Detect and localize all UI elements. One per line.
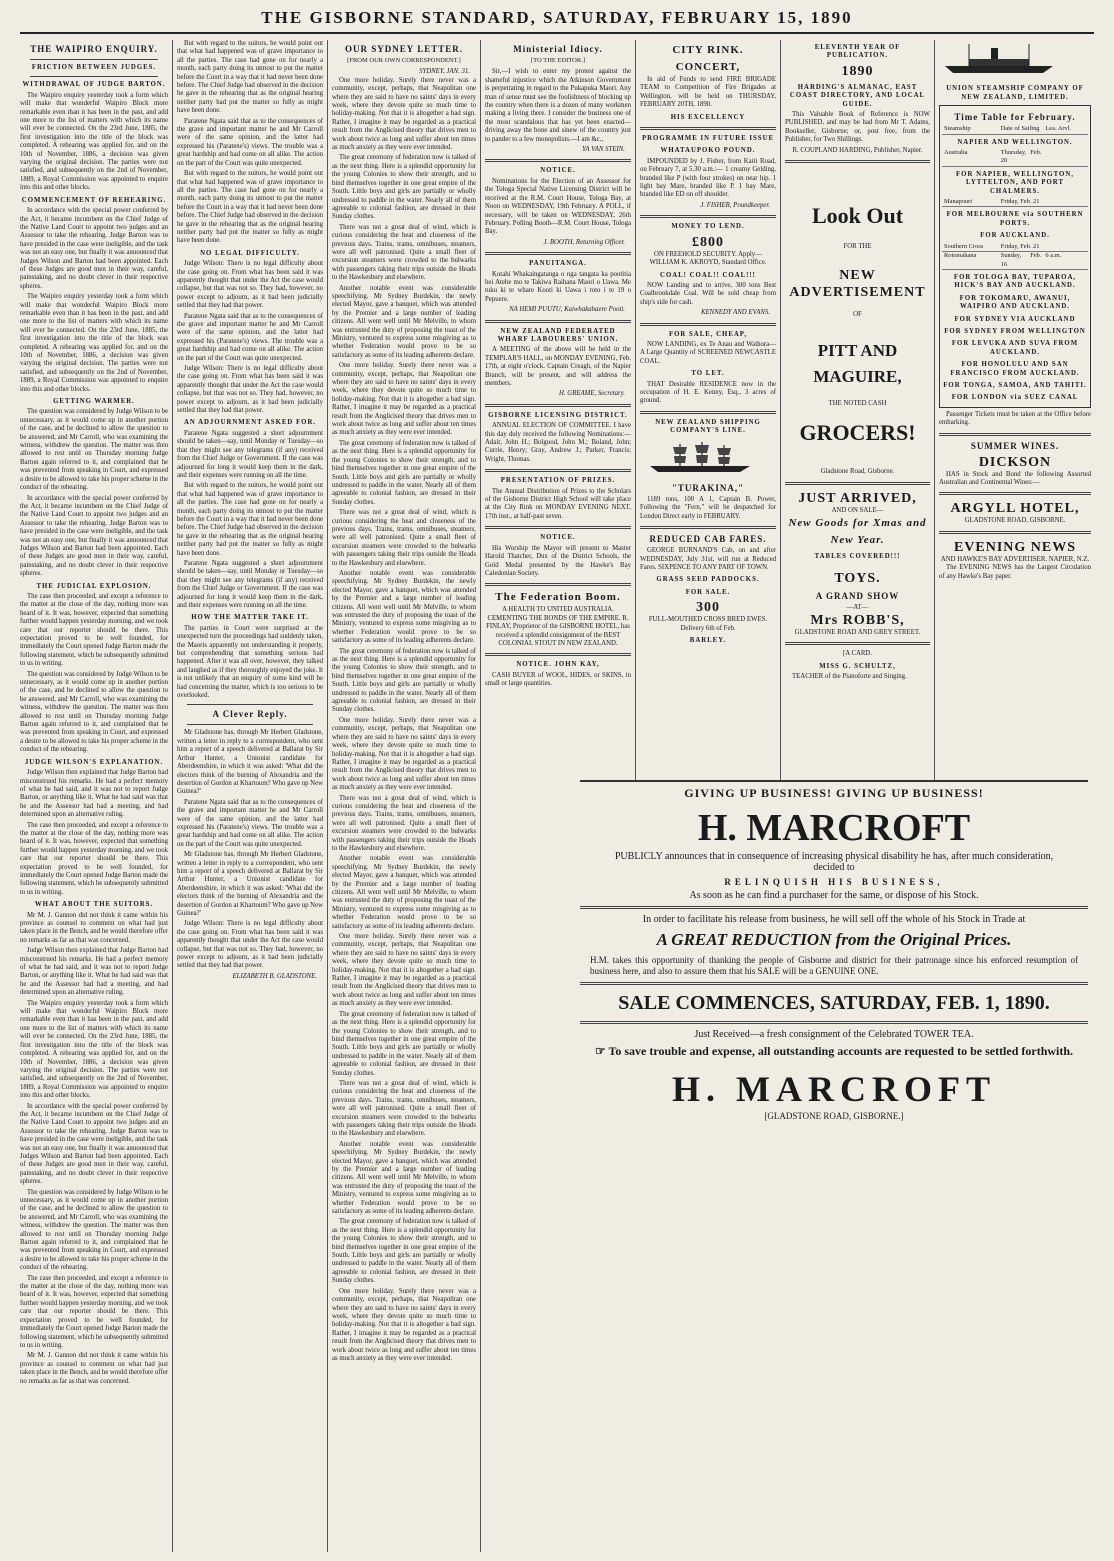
notice-heading: PROGRAMME IN FUTURE ISSUE [641, 135, 775, 143]
paragraph: Paratene Ngata suggested a short adjournment should be taken—say, until Monday or Tuesday—so that they might see any telegrams (if any) received from the Chief Judge or Government. If the case was adjourned for long it would keep them in the dark, and their expenses were running on all the time. [177, 429, 323, 479]
paragraph: HAS in Stock and Bond the following Assorted Australian and Continental Wines:— [939, 470, 1091, 486]
marcroft-advertisement [580, 780, 1088, 1554]
signature: H. GREAME, Secretary. [559, 390, 625, 398]
evening-news-sub: AND HAWKE'S BAY ADVERTISER. NAPIER, N.Z. [940, 555, 1090, 563]
on-sale-text: AND ON SALE— [831, 506, 884, 514]
relinquish-heading: RELINQUISH HIS BUSINESS, [724, 877, 944, 887]
argyll-address: GLADSTONE ROAD, GISBORNE. [964, 517, 1066, 525]
tables-covered: TABLES COVERED!!! [814, 553, 901, 561]
notice-heading: NOTICE. JOHN KAY, [516, 661, 600, 669]
sale-number: 300 [696, 600, 720, 616]
paragraph: Paratene Ngata said that as to the consequences of the grave and important matter he and Mr Carroll were of the same opinion, and the latter had expressed his (Paratene's) views. The trouble was a great hardship and had come on all alike. The action on the part of the Court was quite unexpected. [177, 117, 323, 167]
route-heading: FOR MELBOURNE via SOUTHERN PORTS. [946, 211, 1084, 227]
paragraph: Paratene Ngata said that as to the consequences of the grave and important matter he and Mr Carroll were of the same opinion, and the latter had expressed his (Paratene's) views. The trouble was a great hardship and had come on all alike. The action on the part of the Court was quite unexpected. [177, 312, 323, 362]
route-heading: FOR LONDON via SUEZ CANAL [951, 394, 1079, 402]
paragraph: One more holiday. Surely there never was a community, except, perhaps, that Neapolitan one where they are said to have no saints' days in every week, where they devote quite so much time to holiday-making. Not that it is altogether a bad sign. Rather, I imagine it may be regarded as a practical result from the Anglicised theory that drives men to work about twice as long and suffer about ten times as much anxiety as they were ever intended. [332, 1287, 476, 1362]
schultz-name: MISS G. SCHULTZ, [819, 662, 896, 670]
xmas-goods: New Goods for Xmas and New Year. [788, 517, 927, 547]
paragraph: The Waipiro enquiry yesterday took a form which will make that wonderful Waipiro Block more remarkable even than it has been in the past, and add one more to the list of matters with which its name will ever be connected. On the 23rd June, 1885, the first investigation into the title of the block was completed. A rehearing was applied for, and on the 10th of November, 1886, a decision was given varying the original decision. The parties were not satisfied, and subsequently on the 2nd of November, 1889, a Royal Commission was appointed to enquire into this and other blocks. [20, 999, 168, 1100]
at-text: —AT— [846, 603, 869, 611]
summer-wines-heading: SUMMER WINES. [970, 440, 1060, 451]
column-rule [480, 40, 481, 1552]
section-heading: WHAT ABOUT THE SUITORS. [34, 901, 154, 909]
route-heading: FOR TOKOMARU, AWANUI, WAIPIRO AND AUCKLAND. [959, 294, 1071, 311]
paragraph: The great ceremony of federation now is talked of as the next thing. Here is a splendid opportunity for the young Colonies to show their strength, and to bind themselves together in one great empire of the South. Little boys and girls are partially or wholly undressed to paddle in the water. Nearly all of them agreeable to colonial fashion, are dressed in their Sunday clothes. [332, 439, 476, 506]
paragraph: FULL-MOUTHED CROSS BRED EWES. Delivery 6th of Feb. [648, 616, 768, 632]
thanks-text: H.M. takes this opportunity of thanking the people of Gisborne and district for their patronage since his enforced resumption of business here, and also to assure them that his SALE will be a GENUINE ONE. [590, 955, 1078, 976]
accounts-notice: ☞ To save trouble and expense, all outstanding accounts are requested to be settled forthwith. [594, 1044, 1074, 1058]
facilitate-text: In order to facilitate his release from business, he will sell off the whole of his Stock in Trade at [642, 914, 1026, 925]
article-source: [FROM OUR OWN CORRESPONDENT.] [347, 57, 461, 64]
publication-heading: ELEVENTH YEAR OF PUBLICATION. [814, 44, 901, 60]
notice-heading: GRASS SEED PADDOCKS. [656, 576, 760, 584]
signature: ELIZABETH B. GLADSTONE. [232, 972, 317, 980]
pitt-maguire-heading: PITT AND MAGUIRE, [813, 340, 902, 386]
paragraph: Passenger Tickets must be taken at the Office before embarking. [939, 410, 1091, 427]
paragraph: Mr Gladstone has, through Mr Herbert Gladstone, written a letter in reply to a correspondent, who sent him a report of a speech delivered at Ballarat by Sir Arthur Hunter, a Unionist candidate for Aberdeenshire, in which it was asked: 'What did the electors think of the burning of Alexandria and the desertion of Gordon at Khartoum? Who gave up New Guinea?' [177, 851, 323, 917]
signature: NA HEMI PUUTU, Kaiwhakahaere Pooti. [509, 306, 625, 314]
column-city-rink [640, 40, 776, 820]
article-title: A Clever Reply. [212, 709, 288, 720]
paragraph: 1189 tons, 100 A 1, Captain B. Power, Following the "Fern," will be despatched for London Direct early in FEBRUARY. [640, 496, 776, 520]
lookout-heading: Look Out [811, 203, 904, 229]
notice-heading: MONEY TO LEND. [671, 223, 745, 231]
route-heading: NAPIER AND WELLINGTON. [957, 138, 1073, 146]
paragraph: ON FREEHOLD SECURITY. Apply— WILLIAM K. AKROYD, Standard Office. [649, 250, 767, 267]
paragraph: NOW Landing and to arrive, 300 tons Best Coalbrookdale Coal. Will be sold cheap from ship's side for cash. [640, 281, 776, 306]
notice-heading: FOR SALE. [685, 588, 731, 596]
toys-heading: TOYS. [834, 570, 881, 586]
paragraph: The great ceremony of federation now is talked of as the next thing. Here is a splendid opportunity for the young Colonies to show their strength, and to bind themselves together in one great empire of the South. Little boys and girls are partially or wholly undressed to paddle in the water. Nearly all of them agreeable to colonial fashion, are dressed in their Sunday clothes. [332, 154, 476, 221]
paragraph: TEACHER of the Pianoforte and Singing. [792, 673, 907, 681]
paragraph: Paratene Ngata suggested a short adjournment should be taken—say, until Monday or Tuesday—so that they might see any telegrams (if any) received from the Chief Judge or Government. If the case was adjourned for long it would keep them in the dark, and their expenses were running on all the time. [177, 559, 323, 609]
column-union-steamship [939, 40, 1091, 820]
paragraph: In aid of Funds to send FIRE BRIGADE TEAM to Competition of Fire Brigades at Wellington, will be held on THURSDAY, FEBRUARY 20TH, 1890. [640, 76, 776, 109]
paragraph: Another notable event was considerable speechifying. Mr Sydney Burdekin, the newly elected Mayor, gave a banquet, which was attended by the Premier and a large number of leading citizens. All went well until Mr Melville, to whom was entrusted the duty of proposing the toast of the Ministry, ventured to express some misgiving as to whether Federation would prove to be so satisfactory as some of its leading adherents declare. [332, 569, 476, 645]
paragraph: Judge Wilson: There is no legal difficulty about the case going on. From what has been said it was apparently thought that under the Act the case would collapse, but that was not so. They had, however, no power except to adjourn, as it had been judicially settled that they had that power. [177, 920, 323, 970]
paragraph: Judge Wilson: There is no legal difficulty about the case going on. From what has been said it was apparently thought that under the Act the case would collapse, but that was not so. They had, however, no power except to adjourn, as it had been judicially settled that they had that power. [177, 365, 323, 415]
for-the-text: FOR THE [843, 243, 872, 251]
federation-title: The Federation Boom. [495, 591, 621, 604]
of-text: OF [853, 311, 862, 319]
paragraph: The Waipiro enquiry yesterday took a form which will make that wonderful Waipiro Block more remarkable even than it has been in the past, and add one more to the list of matters with which its name will ever be connected. On the 23rd June, 1885, the first investigation into the title of the block was completed. A rehearing was applied for, and on the 10th of November, 1886, a decision was given varying the original decision. The parties were not satisfied, and subsequently on the 2nd of November, 1889, a Royal Commission was appointed to enquire into this and other blocks. [20, 293, 168, 393]
marcroft-address: [GLADSTONE ROAD, GISBORNE.] [764, 1111, 904, 1121]
marcroft-name: H. MARCROFT [697, 807, 971, 849]
paragraph: The case then proceeded, and except a reference to the matter at the close of the day, nothing more was heard of it. It was, however, expected that something further would happen yesterday morning, and we took care that our reporter should be there. This expectation proved to be well founded, for immediately the Court opened Judge Barton made the following statement, which he subsequently submitted to us in writing. [20, 592, 168, 668]
paragraph: Mr M. J. Gannon did not think it came within his province as counsel to comment on what had just taken place in the Bench, and he would therefore offer no remarks as far as that was concerned. [20, 1352, 168, 1385]
signature: J. FISHER, Poundkeeper. [700, 201, 770, 209]
paragraph: Mr Gladstone has, through Mr Herbert Gladstone, written a letter in reply to a correspondent, who sent him a report of a speech delivered at Ballarat by Sir Arthur Hunter, a Unionist candidate for Aberdeenshire, in which it was asked: 'What did the electors think of the burning of Alexandria and the desertion of Gordon at Khartoum? Who gave up New Guinea?' [177, 729, 323, 796]
paragraph: One more holiday. Surely there never was a community, except, perhaps, that Neapolitan one where they are said to have no saints' days in every week, where they devote quite so much time to holiday-making. Not that it is altogether a bad sign. Rather, I imagine it may be regarded as a practical result from the Anglicised theory that drives men to work about twice as long and suffer about ten times as much anxiety as they were ever intended. [332, 933, 476, 1008]
evening-news-heading: EVENING NEWS [953, 539, 1077, 555]
dateline: SYDNEY, JAN. 31. [419, 68, 470, 76]
paragraph: The Waipiro enquiry yesterday took a form which will make that wonderful Waipiro Block more remarkable even than it has been in the past, and add one more to the list of matters with which its name will ever be connected. On the 23rd June, 1885, the first investigation into the title of the block was completed. A rehearing was applied for, and on the 10th of November, 1886, a decision was given varying the original decision. The parties were not satisfied, and subsequently on the 2nd of November, 1889, a Royal Commission was appointed to enquire into this and other blocks. [20, 91, 168, 192]
timetable-header: Steamship Date of Sailing Lea. Arvl. [942, 125, 1088, 134]
concert-title: CONCERT, [675, 61, 741, 73]
publisher: R. COUPLAND HARDING, Publisher, Napier. [792, 146, 923, 154]
article-title: OUR SYDNEY LETTER. [345, 44, 463, 54]
paragraph: Sir,—I wish to enter my protest against the shameful injustice which the Atkinson Government is perpetrating in regard to the Pukapuka Maori. Any man of sense must see the foolishness of blocking up the country when there is a dozen of many workmen making a living there. I consider the business one of the most scandalous that has yet been enacted—driving away the bone and sinew of the country just to pander to a few monopolists.—I am &c., [485, 68, 631, 143]
marcroft-name-footer: H. MARCROFT [672, 1069, 996, 1109]
city-rink-title: CITY RINK. [672, 44, 744, 56]
advertisement-heading: ADVERTISEMENT [789, 285, 926, 301]
paragraph: THAT Desirable RESIDENCE now in the occupation of H. E. Kenny, Esq., 3 acres of ground. [640, 380, 776, 405]
signature: KENNEDY AND EVANS. [700, 309, 770, 317]
money-amount: £800 [692, 234, 724, 250]
paragraph: The case then proceeded, and except a reference to the matter at the close of the day, nothing more was heard of it. It was, however, expected that something further would happen yesterday morning, and we took care that our reporter should be there. This expectation proved to be well founded, for immediately the Court opened Judge Barton made the following statement, which he subsequently submitted to us in writing. [20, 1274, 168, 1349]
purchaser-text: As soon as he can find a purchaser for the same, or dispose of his Stock. [689, 890, 979, 901]
paragraph: The question was considered by Judge Wilson to be unnecessary, as it would come up in another portion of the case, and he declined to allow the question to be answered, and Mr Carroll, who was examining the witness, withdrew the question. The matter was then allowed to rest until on Thursday morning Judge Barton again referred to it, and complained that he was prevented from speaking in Court, and expressed a desire to be allowed to take his proper scheme in the conduct of the rehearing. [20, 670, 168, 754]
paragraph: But with regard to the suitors, he would point out that what had happened was of grave importance to all the parties. The case had gone on for nearly a month, each party doing its utmost to put the matter before the Court in a way that it had never been done before. The Chief Judge had observed in the decision he gave in the rehearing that as the original hearing neither party had put the matter so fully as might have been done. [177, 482, 323, 557]
article-title: Ministerial Idiocy. [513, 44, 603, 54]
paragraph: Mr M. J. Gannon did not think it came within his province as counsel to comment on what had just taken place in the Bench, and he would therefore offer no remarks as far as that was concerned. [20, 911, 168, 944]
sailing-ship-icon [640, 440, 760, 474]
signature: J. BOOTH, Returning Officer. [543, 238, 625, 246]
notice-heading: PRESENTATION OF PRIZES. [500, 477, 616, 485]
paragraph: Paratene Ngata said that as to the consequences of the grave and important matter he and Mr Carroll were of the same opinion, and the latter had expressed his (Paratene's) views. The trouble was a great hardship and had come on all alike. The action on the part of the Court was quite unexpected. [177, 798, 323, 848]
paragraph: The parties in Court were surprised at the unexpected turn the proceedings had suddenly taken, the Maoris apparently not understanding it properly, but comprehending that something serious had happened. After it was all over, however, they talked and laughed as if they thoroughly enjoyed the joke. It is not unlikely that an enquiry of some kind will be had concerning the matter, which is too serious to be overlooked. [177, 624, 323, 700]
column-rule [172, 40, 173, 1552]
paragraph: Judge Wilson then explained that Judge Barton had misconstrued his remarks. He had a perfect memory of what he had said, and it was not to report Judge Barton, or anything like it. What he had said was that he and the Assessor had had a meeting, and had determined upon an alternative ruling. [20, 769, 168, 819]
argyll-heading: ARGYLL HOTEL, [950, 501, 1080, 517]
sale-commences: SALE COMMENCES, SATURDAY, FEB. 1, 1890. [618, 992, 1050, 1014]
column-sydney-letter [332, 40, 476, 1552]
route-heading: FOR AUCKLAND. [980, 232, 1050, 240]
paragraph: His Worship the Mayor will present to Master Harold Thatcher, Dux of the District Schools, the Gold Medal presented by the Hawke's Bay Caledonian Society. [485, 544, 631, 577]
paragraph: In accordance with the special power conferred by the Act, it became incumbent on the Chief Judge of the Native Land Court to appoint two judges and an Assessor to take the rehearing. Judge Barton was to have presided in the case were ineligible, and the task was not an easy one, but finally it was announced that Judges Wilson and Barton had been appointed. Each of these Judges are good men in their way, careful, painstaking, and no doubt clever in their respective spheres. [20, 494, 168, 578]
timetable-title: Time Table for February. [954, 112, 1076, 123]
paragraph: Nominations for the Election of an Assessor for the Tologa Special Native Licensing District will be received at the R.M. Court House, Tologa Bay, at Noon on WEDNESDAY, 19th February. A POLL, if necessary, will be taken on WEDNESDAY, 26th February. Polling Booth—R.M. Court House, Tologa Bay. [485, 177, 631, 236]
great-reduction: A GREAT REDUCTION from the Original Prices. [656, 930, 1012, 949]
cab-heading: REDUCED CAB FARES. [649, 534, 767, 545]
timetable [939, 105, 1091, 408]
notice-heading: NEW ZEALAND SHIPPING COMPANY'S LINE. [655, 418, 761, 435]
article-subtitle: WITHDRAWAL OF JUDGE BARTON. [22, 81, 166, 89]
article-title: THE WAIPIRO ENQUIRY. [30, 44, 158, 54]
grocers-heading: GROCERS! [799, 420, 916, 446]
column-rule [327, 40, 328, 1552]
noted-cash-text: THE NOTED CASH [828, 399, 887, 407]
column-enquiry-continued [177, 40, 323, 1552]
notice-heading: FOR SALE, CHEAP, [668, 330, 748, 338]
route-heading: FOR TOLOGA BAY, TUPAROA, HICK'S BAY AND AUCKLAND. [953, 273, 1077, 290]
paragraph: CASH BUYER of WOOL, HIDES, or SKINS, in small or large quantities. [485, 671, 631, 688]
notice-heading: WHATAUPOKO POUND. [660, 147, 756, 155]
paragraph: A MEETING of the above will be held in the TEMPLAR'S HALL, on MONDAY EVENING, Feb. 17th, at eight o'clock. Captain Creagh, of the Napier Branch, will be present, and will address the members. [485, 346, 631, 387]
paragraph: ANNUAL ELECTION OF COMMITTEE. I have this day duly received the following Nominations:— Adair, John H.; Bolgood, John M.; Boland, John; Currie, Henry; Gray, Andrew J.; Parker, Francis; Wright, Thomas. [485, 422, 631, 463]
notice-heading: NEW ZEALAND FEDERATED WHARF LABOURERS' UNION. [497, 327, 619, 343]
almanac-title: HARDING'S ALMANAC, EAST COAST DIRECTORY, AND LOCAL GUIDE. [789, 83, 926, 108]
signature: YA VAN STEIN. [582, 146, 625, 154]
giving-up-heading: GIVING UP BUSINESS! GIVING UP BUSINESS! [684, 786, 984, 800]
paragraph: The great ceremony of federation now is talked of as the next thing. Here is a splendid opportunity for the young Colonies to show their strength, and to bind themselves together in one great empire of the South. Little boys and girls are partially or wholly undressed to paddle in the water. Nearly all of them agreeable to colonial fashion, are dressed in their Sunday clothes. [332, 1218, 476, 1285]
paragraph: Kotahi Whakaingatanga o nga tangata ka pootitia hei Atehe mo te Takiwa Raihana Maori o Uawa. Me tuku ki te whare Kooti ki Uawa i roto i te 19 o Pepuere. [485, 270, 631, 303]
new-heading: NEW [839, 268, 876, 284]
paragraph: A HEALTH TO UNITED AUSTRALIA. CEMENTING THE BONDS OF THE EMPIRE. R. FINLAY, Proprietor of the GISBORNE HOTEL, has received a splendid consignment of the BEST COLONIAL STOUT IN NEW ZEALAND. [486, 606, 630, 647]
almanac-year: 1890 [841, 63, 874, 79]
route-heading: FOR NAPIER, WELLINGTON, LYTTELTON, AND PORT CHALMERS. [956, 170, 1074, 195]
notice-heading: BARLEY. [689, 637, 727, 645]
announcement: PUBLICLY announces that in consequence of increasing physical disability he has, after much consideration, decided to [614, 851, 1054, 873]
paragraph: There was not a great deal of wind, which is curious considering the heat and closeness of the previous days. Trains, trams, omnibuses, steamers, were all well patronised. Quite a small fleet of excursion steamers were crowded to the bulwarks with passengers taking their trips outside the Heads to the Hawkesbury and elsewhere. [332, 223, 476, 282]
paragraph: One more holiday. Surely there never was a community, except, perhaps, that Neapolitan one where they are said to have no saints' days in every week, where they devote quite so much time to holiday-making. Not that it is altogether a bad sign. Rather, I imagine it may be regarded as a practical result from the Anglicised theory that drives men to work about twice as long and suffer about ten times as much anxiety as they were ever intended. [332, 76, 476, 152]
paragraph: In accordance with the special power conferred by the Act, it became incumbent on the Chief Judge of the Native Land Court to appoint two judges and an Assessor to take the rehearing. Judge Barton was to have presided in the case were ineligible, and the task was not an easy one, but finally it was announced that Judges Wilson and Barton had been appointed. Each of these Judges are good men in their way, careful, painstaking, and no doubt clever in their respective spheres. [20, 207, 168, 290]
grand-show: A GRAND SHOW [815, 590, 900, 601]
paragraph: Another notable event was considerable speechifying. Mr Sydney Burdekin, the newly elected Mayor, gave a banquet, which was attended by the Premier and a large number of leading citizens. All went well until Mr Melville, to whom was entrusted the duty of proposing the toast of the Ministry, ventured to express some misgiving as to whether Federation would prove to be so satisfactory as some of its leading adherents declare. [332, 1140, 476, 1216]
tower-tea: Just Received—a fresh consignment of the Celebrated TOWER TEA. [694, 1029, 974, 1040]
section-heading: GETTING WARMER. [53, 398, 135, 406]
paragraph: Another notable event was considerable speechifying. Mr Sydney Burdekin, the newly elected Mayor, gave a banquet, which was attended by the Premier and a large number of leading citizens. All went well until Mr Melville, to whom was entrusted the duty of proposing the toast of the Ministry, ventured to express some misgiving as to whether Federation would prove to be so satisfactory as some of its leading adherents declare. [332, 855, 476, 930]
masthead: THE GISBORNE STANDARD, SATURDAY, FEBRUARY 15, 1890 [20, 8, 1094, 34]
section-heading: HOW THE MATTER TAKE IT. [191, 614, 309, 622]
table-row: Manapouri Friday, Feb. 21 [942, 198, 1088, 207]
table-row: Australia Thursday, Feb. 20 [942, 149, 1088, 167]
notice-heading: GISBORNE LICENSING DISTRICT. [488, 411, 628, 419]
dickson-heading: DICKSON [978, 454, 1052, 470]
card-label: [A CARD. [842, 650, 873, 658]
paragraph: IMPOUNDED by J. Fisher, from Kaiti Road, on February 7, at 5.30 a.m.:— 1 creamy Gelding, branded like P (with four strokes) on near hip. 1 light bay Mare, branded like P. 1 bay Mare, branded like ED on off shoulder. [640, 157, 776, 199]
robbs-address: GLADSTONE ROAD AND GREY STREET. [794, 628, 921, 636]
paragraph: The great ceremony of federation now is talked of as the next thing. Here is a splendid opportunity for the young Colonies to show their strength, and to bind themselves together in one great empire of the South. Little boys and girls are partially or wholly undressed to paddle in the water. Nearly all of them agreeable to colonial fashion, are dressed in their Sunday clothes. [332, 647, 476, 714]
route-heading: FOR LEVUKA AND SUVA FROM AUCKLAND. [951, 340, 1079, 356]
table-row: Southern Cross Friday, Feb. 21 [942, 243, 1088, 252]
article-subtitle: FRICTION BETWEEN JUDGES. [31, 64, 157, 71]
paragraph: NOW LANDING, ex Te Anau and Waihora— A Large Quantity of SCREENED NEWCASTLE COAL. [640, 340, 776, 365]
paragraph: But with regard to the suitors, he would point out that what had happened was of grave importance to all the parties. The case had gone on for nearly a month, each party doing its utmost to put the matter before the Court in a way that it had never been done before. The Chief Judge had observed in the decision he gave in the rehearing that as the original hearing neither party had put the matter so fully as might have been done. [177, 40, 323, 115]
paragraph: There was not a great deal of wind, which is curious considering the heat and closeness of the previous days. Trains, trams, omnibuses, steamers, were all well patronised. Quite a small fleet of excursion steamers were crowded to the bulwarks with passengers taking their trips outside the Heads to the Hawkesbury and elsewhere. [332, 509, 476, 567]
letter-heading: [TO THE EDITOR.] [531, 57, 585, 64]
notice-heading: NOTICE. [540, 534, 576, 542]
route-heading: FOR SYDNEY VIA AUCKLAND [954, 315, 1076, 323]
paragraph: Judge Wilson then explained that Judge Barton had misconstrued his remarks. He had a perfect memory of what he had said, and it was not to report Judge Barton, or anything like it. What he had said was that he and the Assessor had had a meeting, and had determined upon an alternative ruling. [20, 947, 168, 997]
column-waipiro-enquiry [20, 40, 168, 1552]
robbs-heading: Mrs ROBB'S, [810, 612, 905, 628]
pointing-hand-icon: ☞ [594, 1044, 609, 1058]
column-grocers [785, 40, 930, 820]
coal-heading: COAL! COAL!! COAL!!! [660, 271, 756, 279]
table-row: Rotomahana Sunday, Feb. 16 6 a.m. [942, 252, 1088, 270]
route-heading: FOR HONOLULU AND SAN FRANCISCO FROM AUCKLAND. [950, 361, 1080, 377]
paragraph: The question was considered by Judge Wilson to be unnecessary, as it would come up in another portion of the case, and he declined to allow the question to be answered, and Mr Carroll, who was examining the witness, withdrew the question. The matter was then allowed to rest until on Thursday morning Judge Barton again referred to it, and complained that he was prevented from speaking in Court, and expressed a desire to be allowed to take his proper scheme in the conduct of the rehearing. [20, 408, 168, 492]
paragraph: In accordance with the special power conferred by the Act, it became incumbent on the Chief Judge of the Native Land Court to appoint two judges and an Assessor to take the rehearing. Judge Barton was to have presided in the case were ineligible, and the task was not an easy one, but finally it was announced that Judges Wilson and Barton had been appointed. Each of these Judges are good men in their way, careful, painstaking, and no doubt clever in their respective spheres. [20, 1102, 168, 1186]
paragraph: The EVENING NEWS has the Largest Circulation of any Hawke's Bay paper. [939, 564, 1091, 580]
notice-heading: HIS EXCELLENCY [670, 113, 746, 121]
paragraph: Judge Wilson: There is no legal difficulty about the case going on. From what has been said it was apparently thought that under the Act the case would collapse, but that was not so. They had, however, no power except to adjourn, as it had been judicially settled that they had that power. [177, 260, 323, 310]
notice-heading: NOTICE. [540, 167, 576, 175]
paragraph: The great ceremony of federation now is talked of as the next thing. Here is a splendid opportunity for the young Colonies to show their strength, and to bind themselves together in one great empire of the South. Little boys and girls are partially or wholly undressed to paddle in the water. Nearly all of them agreeable to colonial fashion, are dressed in their Sunday clothes. [332, 1010, 476, 1077]
paragraph: There was not a great deal of wind, which is curious considering the heat and closeness of the previous days. Trains, trams, omnibuses, steamers, were all well patronised. Quite a small fleet of excursion steamers were crowded to the bulwarks with passengers taking their trips outside the Heads to the Hawkesbury and elsewhere. [332, 794, 476, 852]
route-heading: FOR SYDNEY FROM WELLINGTON [944, 327, 1086, 335]
paragraph: The question was considered by Judge Wilson to be unnecessary, as it would come up in another portion of the case, and he declined to allow the question to be answered, and Mr Carroll, who was examining the witness, withdrew the question. The matter was then allowed to rest until on Thursday morning Judge Barton again referred to it, and complained that he was prevented from speaking in Court, and expressed a desire to be allowed to take his proper scheme in the conduct of the rehearing. [20, 1188, 168, 1272]
section-heading: NO LEGAL DIFFICULTY. [200, 249, 300, 257]
paragraph: There was not a great deal of wind, which is curious considering the heat and closeness of the previous days. Trains, trams, omnibuses, steamers, were all well patronised. Quite a small fleet of excursion steamers were crowded to the bulwarks with passengers taking their trips outside the Heads to the Hawkesbury and elsewhere. [332, 1079, 476, 1138]
company-title: UNION STEAMSHIP COMPANY OF NEW ZEALAND, LIMITED. [946, 85, 1084, 101]
notice-heading: TO LET. [691, 370, 725, 378]
paragraph: One more holiday. Surely there never was a community, except, perhaps, that Neapolitan one where they are said to have no saints' days in every week, where they devote quite so much time to holiday-making. Not that it is altogether a bad sign. Rather, I imagine it may be regarded as a practical result from the Anglicised theory that drives men to work about twice as long and suffer about ten times as much anxiety as they were ever intended. [332, 716, 476, 792]
section-heading: JUDGE WILSON'S EXPLANATION. [24, 758, 164, 766]
notice-heading: PANUITANGA. [529, 260, 587, 268]
paragraph: This Valuable Book of Reference is NOW PUBLISHED, and may be had from Mr T. Adams, Bookseller, Gisborne; or, post free, from the Publisher, for Two Shillings. [785, 111, 930, 144]
section-heading: AN ADJOURNMENT ASKED FOR. [183, 419, 317, 427]
paragraph: Another notable event was considerable speechifying. Mr Sydney Burdekin, the newly elected Mayor, gave a banquet, which was attended by the Premier and a large number of leading citizens. All went well until Mr Melville, to whom was entrusted the duty of proposing the toast of the Ministry, ventured to express some misgiving as to whether Federation would prove to be so satisfactory as some of its leading adherents declare. [332, 284, 476, 359]
paragraph: GEORGE BURNAND'S Cab, on and after WEDNESDAY, July 31st, will run at Reduced Fares. SIXPENCE TO ANY PART OF TOWN. [640, 547, 776, 572]
shop-address: Gladstone Road, Gisborne. [820, 468, 895, 476]
just-arrived-heading: JUST ARRIVED, [798, 490, 917, 506]
paragraph: But with regard to the suitors, he would point out that what had happened was of grave importance to all the parties. The case had gone on for nearly a month, each party doing its utmost to put the matter before the Court in a way that it had never been done before. The Chief Judge had observed in the decision he gave in the rehearing that as the original hearing neither party had put the matter so fully as might have been done. [177, 170, 323, 245]
ship-name: "TURAKINA," [671, 483, 745, 493]
section-heading: THE JUDICIAL EXPLOSION. [36, 582, 152, 590]
route-heading: FOR TONGA, SAMOA, AND TAHITI. [943, 381, 1087, 389]
section-heading: COMMENCEMENT OF REHEARING. [21, 196, 167, 204]
paragraph: The case then proceeded, and except a reference to the matter at the close of the day, nothing more was heard of it. It was, however, expected that something further would happen yesterday morning, and we took care that our reporter should be there. This expectation proved to be well founded, for immediately the Court opened Judge Barton made the following statement, which he subsequently submitted to us in writing. [20, 821, 168, 896]
paragraph: One more holiday. Surely there never was a community, except, perhaps, that Neapolitan one where they are said to have no saints' days in every week, where they devote quite so much time to holiday-making. Not that it is altogether a bad sign. Rather, I imagine it may be regarded as a practical result from the Anglicised theory that drives men to work about twice as long and suffer about ten times as much anxiety as they were ever intended. [332, 362, 476, 437]
paragraph: The Annual Distribution of Prizes to the Scholars of the Gisborne District High School will take place at the City Rink on MONDAY EVENING NEXT, 17th inst., at half-past seven. [485, 487, 631, 520]
steamship-icon [939, 42, 1059, 76]
